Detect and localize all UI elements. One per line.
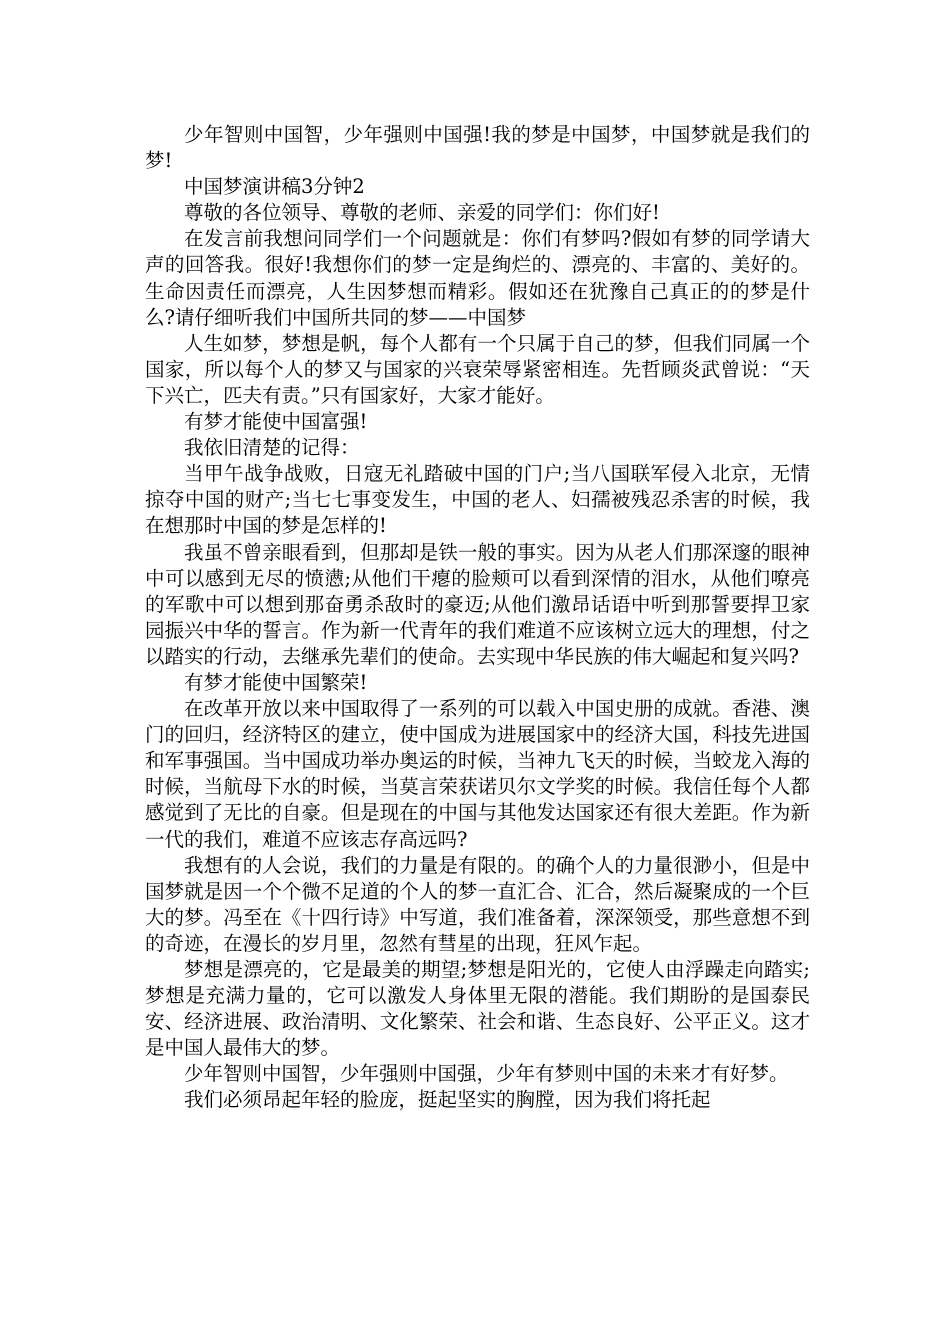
paragraph-1: 少年智则中国智，少年强则中国强!我的梦是中国梦，中国梦就是我们的梦! bbox=[145, 123, 810, 173]
paragraph-10-heading: 有梦才能使中国繁荣! bbox=[184, 670, 368, 694]
paragraph-5: 人生如梦，梦想是帆，每个人都有一个只属于自己的梦，但我们同属一个国家，所以每个人的梦又与国家的兴衰荣辱紧密相连。先哲顾炎武曾说：“天下兴亡，匹夫有责。”只有国家好，大家才能好。 bbox=[145, 331, 810, 407]
paragraph-14: 少年智则中国智，少年强则中国强，少年有梦则中国的未来才有好梦。 bbox=[184, 1062, 789, 1086]
paragraph-9: 我虽不曾亲眼看到，但那却是铁一般的事实。因为从老人们那深邃的眼神中可以感到无尽的愤懑;从他们干瘪的脸颊可以看到深情的泪水，从他们嘹亮的军歌中可以想到那奋勇杀敌时的豪迈;从他们激昂话语中听到那誓要捍卫家园振兴中华的誓言。作为新一代青年的我们难道不应该树立远大的理想，付之以踏实的行动，去继承先辈们的使命。去实现中华民族的伟大崛起和复兴吗? bbox=[145, 540, 810, 668]
paragraph-8: 当甲午战争战败，日寇无礼踏破中国的门户;当八国联军侵入北京，无情掠夺中国的财产;当七七事变发生，中国的老人、妇孺被残忍杀害的时候，我在想那时中国的梦是怎样的! bbox=[145, 462, 810, 538]
paragraph-12: 我想有的人会说，我们的力量是有限的。的确个人的力量很渺小，但是中国梦就是因一个个微不足道的个人的梦一直汇合、汇合，然后凝聚成的一个巨大的梦。冯至在《十四行诗》中写道，我们准备着，深深领受，那些意想不到的奇迹，在漫长的岁月里，忽然有彗星的出现，狂风乍起。 bbox=[145, 853, 810, 955]
paragraph-11: 在改革开放以来中国取得了一系列的可以载入中国史册的成就。香港、澳门的回归，经济特区的建立，使中国成为进展国家中的经济大国，科技先进国和军事强国。当中国成功举办奥运的时候，当神九飞天的时候，当蛟龙入海的时候，当航母下水的时候，当莫言荣获诺贝尔文学奖的时候。我信任每个人都感觉到了无比的自豪。但是现在的中国与其他发达国家还有很大差距。作为新一代的我们，难道不应该志存高远吗? bbox=[145, 697, 810, 851]
paragraph-4: 在发言前我想问同学们一个问题就是：你们有梦吗?假如有梦的同学请大声的回答我。很好!我想你们的梦一定是绚烂的、漂亮的、丰富的、美好的。生命因责任而漂亮，人生因梦想而精彩。假如还在犹豫自己真正的的梦是什么?请仔细听我们中国所共同的梦——中国梦 bbox=[145, 227, 810, 329]
paragraph-6-heading: 有梦才能使中国富强! bbox=[184, 410, 368, 434]
paragraph-13: 梦想是漂亮的，它是最美的期望;梦想是阳光的，它使人由浮躁走向踏实;梦想是充满力量的，它可以激发人身体里无限的潜能。我们期盼的是国泰民安、经济进展、政治清明、文化繁荣、社会和谐、生态良好、公平正义。这才是中国人最伟大的梦。 bbox=[145, 958, 810, 1060]
paragraph-7: 我依旧清楚的记得： bbox=[184, 436, 360, 460]
paragraph-2-title: 中国梦演讲稿3分钟2 bbox=[184, 175, 365, 199]
paragraph-15: 我们必须昂起年轻的脸庞，挺起坚实的胸膛，因为我们将托起 bbox=[184, 1088, 711, 1112]
paragraph-3-salutation: 尊敬的各位领导、尊敬的老师、亲爱的同学们：你们好! bbox=[184, 201, 660, 225]
document-body bbox=[145, 122, 810, 1114]
